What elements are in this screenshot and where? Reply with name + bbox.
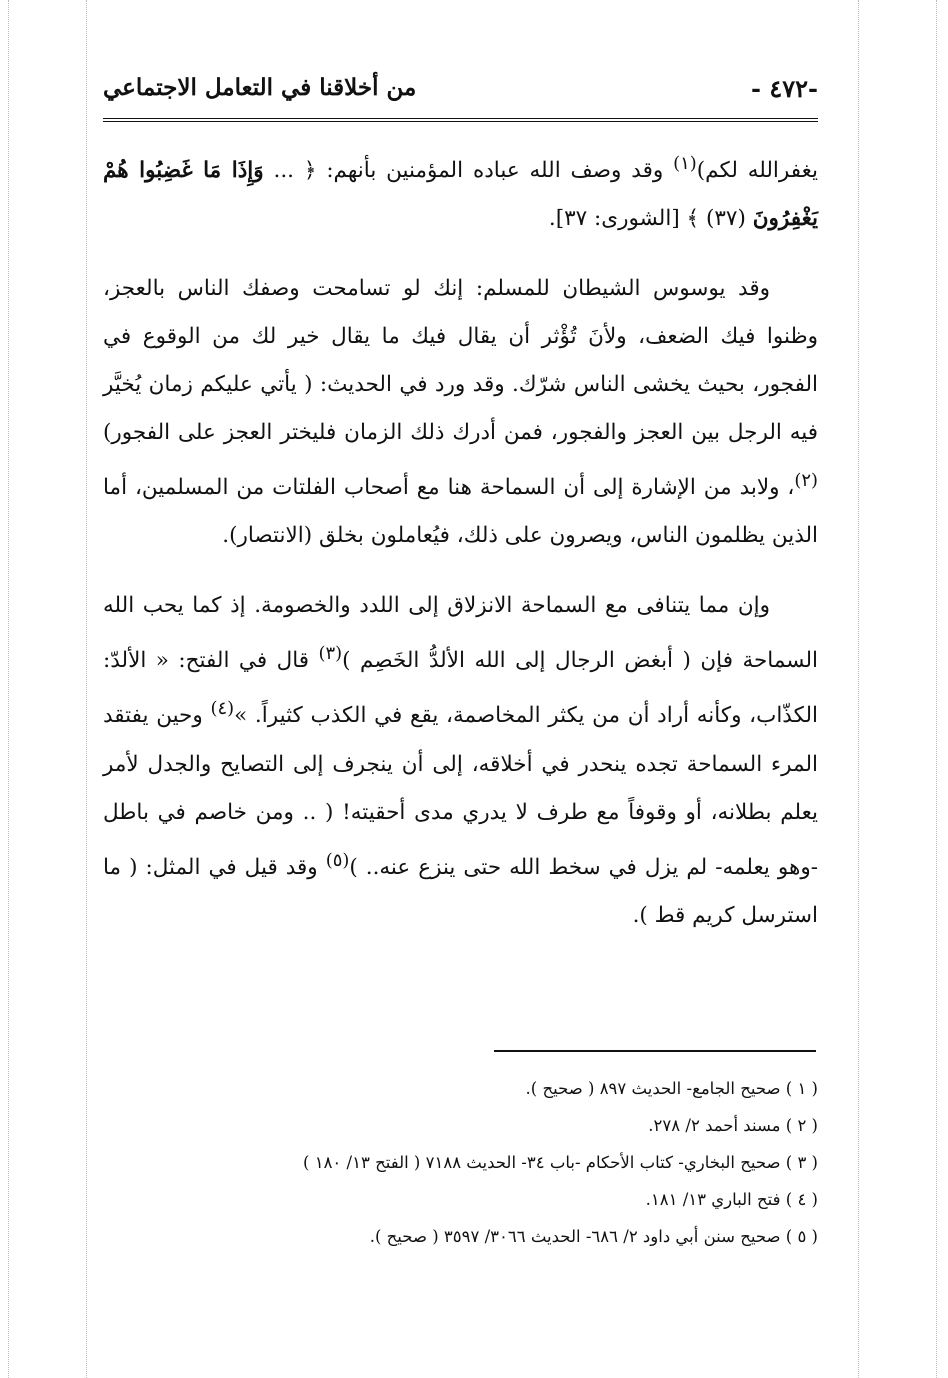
ayah-marker: (٣٧) ﴾	[679, 206, 753, 232]
p2-text-a: وقد يوسوس الشيطان للمسلم: إنك لو تسامحت وصفك الناس بالعجز، وظنوا فيك الضعف، ولأنَ تُؤْثر أن يقال فيك ما يقال خير لك من الوقوع في الفجور، بحيث يخشى الناس شرّك. وقد ورد في الحديث: ( يأتي عليكم زمان يُخيَّر فيه الرجل بين العجز والفجور، فمن أدرك ذلك الزمان فليختر العجز على الفجور)	[103, 276, 818, 446]
footnote-ref-2: (٢)	[794, 470, 818, 492]
page-header	[103, 68, 818, 122]
footnote-3: ( ٣ ) صحيح البخاري- كتاب الأحكام -باب ٣٤- الحديث ٧١٨٨ ( الفتح ١٣/ ١٨٠ )	[303, 1153, 818, 1172]
p3-text-c: وحين يفتقد المرء السماحة تجده ينحدر في أخلاقه، إلى أن ينجرف إلى التصايح والجدل لأمر يعلم بطلانه، أو وقوفاً مع طرف لا يدري مدى أحقيته! ( .. ومن خاصم في باطل -وهو يعلمه- لم يزل في سخط الله حتى ينزع عنه.. )	[103, 703, 819, 880]
footnote-1: ( ١ ) صحيح الجامع- الحديث ٨٩٧ ( صحيح ).	[525, 1079, 818, 1098]
quran-verse: وَإِذَا مَا غَضِبُوا هُمْ يَغْفِرُونَ	[103, 158, 818, 232]
page-number: -٤٧٢ -	[751, 74, 818, 103]
scan-margin-dots-right-outer	[936, 0, 937, 1378]
footnote-ref-5: (٥)	[325, 849, 350, 871]
paragraph-1	[103, 140, 818, 243]
scan-margin-dots-right	[858, 0, 859, 1378]
paragraph-3	[103, 582, 818, 939]
footnote-ref-1: (١)	[673, 153, 697, 174]
footnote-2: ( ٢ ) مسند أحمد ٢/ ٢٧٨.	[648, 1116, 818, 1135]
footnotes	[103, 1070, 818, 1255]
p3-text-b: قال في الفتح: « الألدّ: الكذّاب، وكأنه أراد أن من يكثر المخاصمة، يقع في الكذب كثيراً. »	[103, 648, 818, 729]
p1-text-b: وقد وصف الله عباده المؤمنين بأنهم: ﴿ ...	[263, 158, 674, 184]
p2-text-b: ، ولابد من الإشارة إلى أن السماحة هنا مع أصحاب الفلتات من المسلمين، أما الذين يظلمون الناس، ويصرون على ذلك، فيُعاملون بخلق (الانتصار).	[103, 475, 818, 549]
scan-margin-dots-left-inner	[86, 0, 87, 1378]
p1-text-a: يغفرالله لكم)	[696, 158, 818, 184]
scan-margin-dots-left	[8, 0, 9, 1378]
p3-text-a: وإن مما يتنافى مع السماحة الانزلاق إلى اللدد والخصومة. إذ كما يحب الله السماحة فإن ( أبغض الرجال إلى الله الألدُّ الخَصِم )	[103, 593, 818, 674]
p3-text-d: وقد قيل في المثل: ( ما استرسل كريم قط ).	[103, 854, 818, 928]
paragraph-2	[103, 265, 818, 560]
footnote-ref-4: (٤)	[210, 698, 235, 720]
page-body	[103, 140, 818, 940]
running-title: من أخلاقنا في التعامل الاجتماعي	[103, 74, 417, 101]
footnote-5: ( ٥ ) صحيح سنن أبي داود ٢/ ٦٨٦- الحديث ٣٠٦٦/ ٣٥٩٧ ( صحيح ).	[369, 1227, 818, 1246]
footnote-separator	[494, 1050, 816, 1052]
footnote-ref-3: (٣)	[318, 643, 343, 665]
footnote-4: ( ٤ ) فتح الباري ١٣/ ١٨١.	[645, 1190, 818, 1209]
quran-citation: [الشورى: ٣٧].	[548, 206, 680, 232]
